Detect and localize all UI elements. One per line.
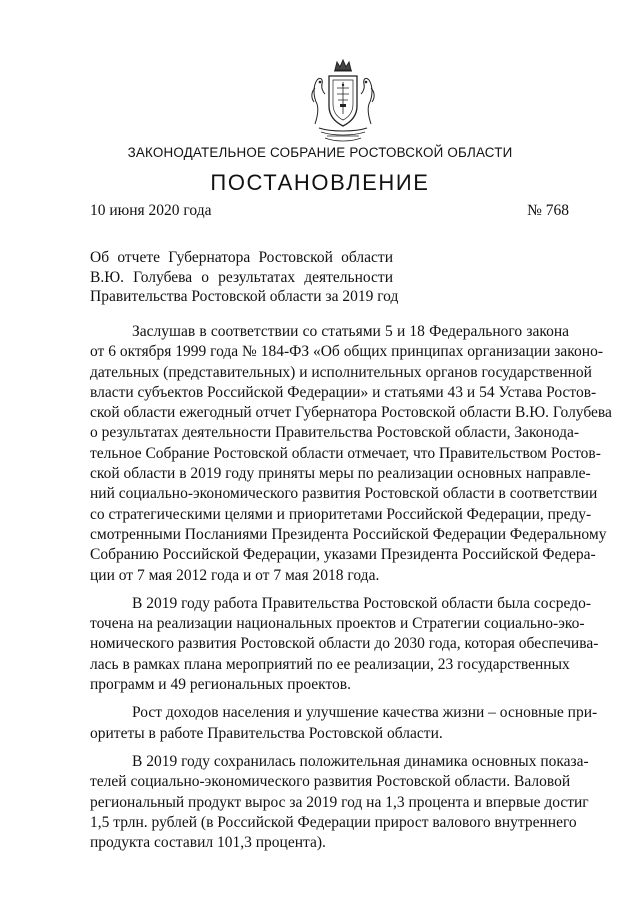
body-line: смотренными Посланиями Президента Российской Федерации Федеральному [90,525,607,543]
body-line: Рост доходов населения и улучшение качества жизни – основные при- [132,704,598,722]
body-paragraph [90,752,589,853]
document-meta-row [90,202,569,220]
body-line: В 2019 году сохранилась положительная динамика основных показа- [132,752,589,770]
subject-line: Об отчете Губернатора Ростовской области [90,249,393,266]
body-line: ской области ежегодный отчет Губернатора Ростовской области В.Ю. Голубева [90,404,612,422]
body-paragraph [90,594,599,695]
organization-name: ЗАКОНОДАТЕЛЬНОЕ СОБРАНИЕ РОСТОВСКОЙ ОБЛАСТИ [127,145,513,160]
body-line: со стратегическими целями и приоритетами Российской Федерации, преду- [90,505,592,523]
body-line: ний социально-экономического развития Ростовской области в соответствии [90,485,598,503]
body-line: дательных (представительных) и исполнительных органов государственной [90,363,592,381]
body-line: от 6 октября 1999 года № 184-ФЗ «Об общих принципах организации законо- [90,343,603,361]
document-number: № 768 [527,202,569,219]
body-line: номического развития Ростовской области до 2030 года, которая обеспечива- [90,635,599,653]
document-type-title: ПОСТАНОВЛЕНИЕ [210,170,430,195]
body-line: региональный продукт вырос за 2019 год на 1,3 процента и впервые достиг [90,793,589,811]
document-subject [90,248,399,307]
body-paragraph [90,703,598,744]
body-line: лась в рамках плана мероприятий по ее реализации, 23 государственных [90,655,570,673]
document-date: 10 июня 2020 года [90,202,212,219]
body-paragraph [90,322,612,586]
body-line: В 2019 году работа Правительства Ростовской области была сосредо- [132,594,592,612]
body-line: телей социально-экономического развития Ростовской области. Валовой [90,773,571,791]
body-line: точена на реализации национальных проектов и Стратегии социально-эко- [90,615,585,633]
body-line: Заслушав в соответствии со статьями 5 и 18 Федерального закона [132,323,569,340]
rostov-oblast-coat-of-arms-icon [307,58,379,144]
document-body [90,322,612,861]
body-line: тельное Собрание Ростовской области отмечает, что Правительством Ростов- [90,444,601,462]
body-line: Собранию Российской Федерации, указами Президента Российской Федера- [90,546,596,564]
body-line: продукта составил 101,3 процента). [90,834,326,852]
body-line: программ и 49 региональных проектов. [90,676,352,694]
body-line: о результатах деятельности Правительства Ростовской области, Законода- [90,424,580,442]
body-line: 1,5 трлн. рублей (в Российской Федерации прирост валового внутреннего [90,813,577,831]
body-line: оритеты в работе Правительства Ростовской области. [90,724,443,742]
body-line: власти субъектов Российской Федерации» и статьями 43 и 54 Устава Ростов- [90,383,597,401]
subject-line: В.Ю. Голубева о результатах деятельности [90,268,393,286]
body-line: ции от 7 мая 2012 года и от 7 мая 2018 года. [90,566,380,584]
body-line: ской области в 2019 году приняты меры по реализации основных направле- [90,465,591,483]
subject-line: Правительства Ростовской области за 2019 год [90,288,399,305]
